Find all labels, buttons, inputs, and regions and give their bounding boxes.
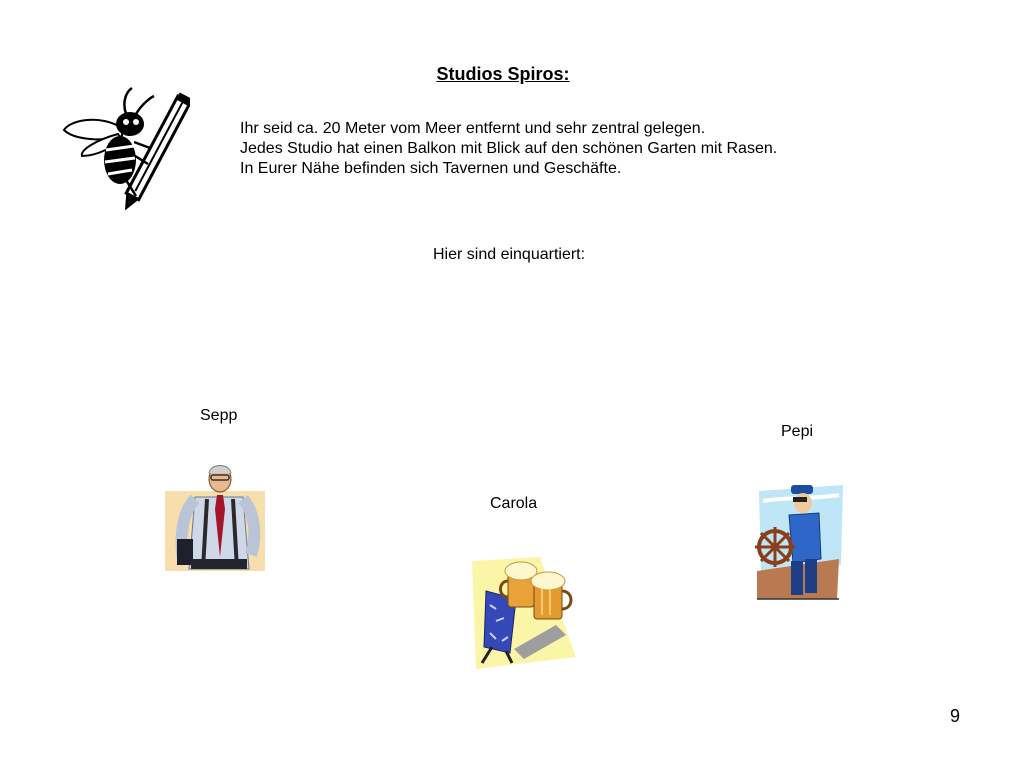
guest-name-carola: Carola xyxy=(490,495,538,512)
intro-line: Jedes Studio hat einen Balkon mit Blick auf den schönen Garten mit Rasen. xyxy=(240,140,778,157)
slide-title: Studios Spiros: xyxy=(436,64,570,84)
page-number: 9 xyxy=(950,706,961,726)
quartered-heading: Hier sind einquartiert: xyxy=(433,246,586,263)
intro-text xyxy=(240,119,777,179)
guest-name-sepp: Sepp xyxy=(200,407,238,424)
sailor-wheel-icon xyxy=(755,481,845,603)
beer-mugs-icon xyxy=(466,555,578,671)
guest-name-pepi: Pepi xyxy=(781,423,814,440)
intro-line: In Eurer Nähe befinden sich Tavernen und Geschäfte. xyxy=(240,160,622,177)
bee-pencil-icon xyxy=(60,84,190,216)
intro-line: Ihr seid ca. 20 Meter vom Meer entfernt und sehr zentral gelegen. xyxy=(240,120,706,137)
businessman-icon xyxy=(165,463,265,571)
